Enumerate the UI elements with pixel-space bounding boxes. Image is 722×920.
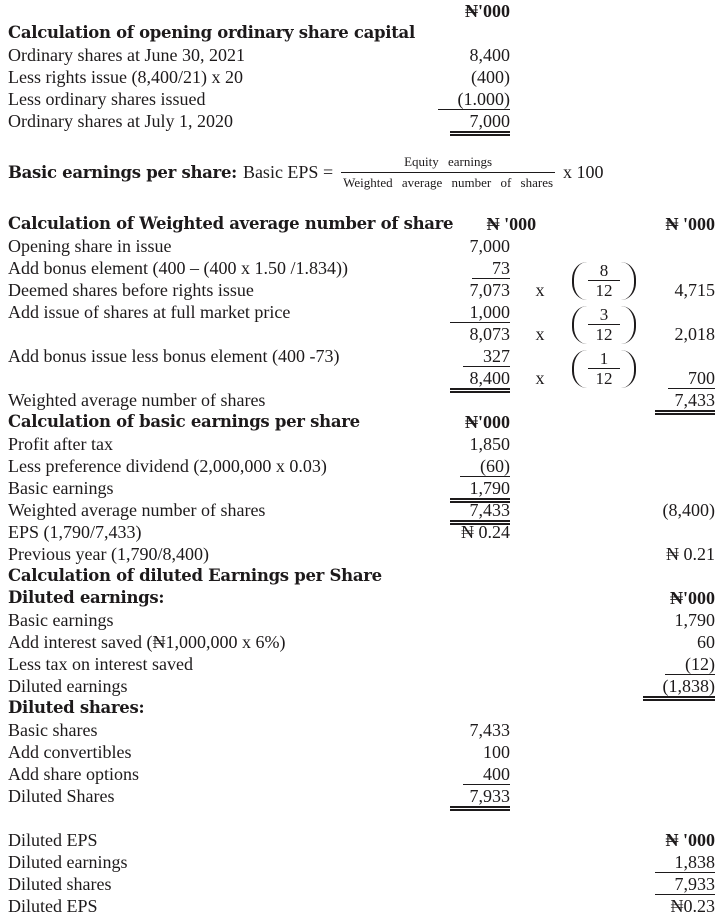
row-label: Diluted EPS [8, 896, 98, 916]
total-row [8, 389, 715, 411]
times-sign: x [535, 368, 545, 388]
row-label: Add share options [8, 764, 139, 784]
diluted-eps-calculation-section [8, 565, 715, 697]
table-row [8, 455, 715, 477]
table-row [8, 66, 715, 88]
row-label: Less preference dividend (2,000,000 x 0.03) [8, 456, 327, 476]
section-title-row [8, 411, 715, 433]
section-title-row [8, 829, 715, 851]
value-cell: 1,850 [469, 434, 510, 454]
row-label: Add interest saved (₦1,000,000 x 6%) [8, 632, 286, 652]
value-cell: (12) [634, 653, 715, 675]
fraction-bracket-8-12 [572, 262, 636, 300]
value-cell: 7,000 [415, 110, 510, 136]
value-cell: 1,838 [634, 851, 715, 873]
row-label: Weighted average number of shares [8, 500, 266, 520]
spacer-row [8, 807, 715, 829]
value-cell: (400) [471, 67, 510, 87]
value-cell: 7,933 [415, 785, 510, 811]
row-label: Ordinary shares at July 1, 2020 [8, 111, 233, 131]
section-title: Calculation of opening ordinary share capital [8, 23, 415, 42]
row-label: Add convertibles [8, 742, 132, 762]
value-cell: 700 [634, 367, 715, 389]
formula-numerator: Equity earnings [341, 154, 555, 173]
basic-eps-formula [8, 132, 715, 213]
table-row [8, 719, 715, 741]
value-cell: 8,073 [469, 324, 510, 344]
fraction-bracket-1-12 [572, 350, 636, 388]
row-label: Less ordinary shares issued [8, 89, 206, 109]
row-label: Profit after tax [8, 434, 113, 454]
value-cell: 7,433 [415, 499, 510, 525]
formula-multiplier: x 100 [563, 162, 604, 182]
total-row [8, 675, 715, 697]
row-label: Add issue of shares at full market price [8, 302, 291, 322]
unit-header: ₦'000 [465, 412, 510, 432]
table-row [8, 631, 715, 653]
table-row [8, 88, 715, 110]
unit-header: ₦ '000 [665, 214, 715, 234]
fraction-bracket-3-12 [572, 306, 636, 344]
total-row [8, 785, 715, 807]
row-label: Weighted average number of shares [8, 390, 266, 410]
value-cell: 73 [415, 257, 510, 279]
value-cell: ₦ 0.21 [666, 544, 715, 564]
formula-lead: Basic EPS = [242, 162, 334, 182]
section-title: Calculation of diluted Earnings per Share [8, 566, 382, 585]
unit-header: ₦ '000 [486, 214, 537, 234]
value-cell: 1,790 [674, 610, 715, 630]
value-cell: ₦0.23 [670, 896, 715, 916]
table-row [8, 653, 715, 675]
value-cell: 1,000 [415, 301, 510, 323]
value-cell: (1,838) [634, 675, 715, 701]
weighted-average-section [8, 213, 715, 411]
subsection-title-row [8, 697, 715, 719]
unit-header: ₦'000 [465, 1, 510, 21]
row-label: EPS (1,790/7,433) [8, 522, 142, 542]
value-cell: 7,000 [469, 236, 510, 256]
value-cell: ₦ 0.24 [461, 522, 510, 542]
table-row [8, 44, 715, 66]
table-row [8, 433, 715, 455]
opening-share-capital-section [8, 0, 715, 132]
subsection-title: Diluted earnings: [8, 588, 165, 607]
table-row [8, 543, 715, 565]
row-label: Deemed shares before rights issue [8, 280, 254, 300]
row-label: Opening share in issue [8, 236, 172, 256]
times-sign: x [535, 280, 545, 300]
value-cell: (8,400) [662, 500, 715, 520]
row-label: Add bonus issue less bonus element (400 -73) [8, 346, 340, 366]
value-cell: 7,433 [634, 389, 715, 415]
section-title-row [8, 565, 715, 587]
row-label: Basic earnings [8, 478, 114, 498]
section-title-row [8, 213, 715, 235]
total-row [8, 895, 715, 917]
value-cell: 4,715 [674, 280, 715, 300]
value-cell: 8,400 [469, 45, 510, 65]
value-cell: 100 [483, 742, 510, 762]
row-label: Diluted EPS [8, 830, 98, 850]
diluted-eps-summary-section [8, 829, 715, 917]
table-row [8, 851, 715, 873]
table-row [8, 521, 715, 543]
table-row [8, 741, 715, 763]
subsection-title: Diluted shares: [8, 698, 145, 717]
value-cell: 7,933 [634, 873, 715, 895]
value-cell: 327 [415, 345, 510, 367]
row-label: Less tax on interest saved [8, 654, 193, 674]
row-label: Ordinary shares at June 30, 2021 [8, 45, 245, 65]
value-cell: 2,018 [674, 324, 715, 344]
fraction-denominator: 12 [595, 325, 613, 344]
unit-header-row [8, 0, 715, 22]
fraction-denominator: 12 [595, 369, 613, 388]
value-cell: (60) [415, 455, 510, 477]
section-title: Calculation of Weighted average number of share [8, 214, 454, 233]
section-title-row [8, 22, 715, 44]
total-row [8, 110, 715, 132]
section-title: Calculation of basic earnings per share [8, 412, 360, 431]
value-cell: 1,790 [415, 477, 510, 503]
formula-heading: Basic earnings per share: [8, 163, 237, 182]
times-sign: x [535, 324, 545, 344]
table-row [8, 477, 715, 499]
formula-denominator: Weighted average number of shares [343, 175, 554, 190]
value-cell: (1.000) [415, 88, 510, 110]
row-label: Diluted shares [8, 874, 112, 894]
subsection-title-row [8, 587, 715, 609]
table-row [8, 499, 715, 521]
table-row [8, 873, 715, 895]
table-row [8, 609, 715, 631]
value-cell: 60 [697, 632, 715, 652]
table-row [8, 235, 715, 257]
row-label: Diluted earnings [8, 676, 128, 696]
unit-header: ₦ '000 [665, 830, 715, 850]
row-label: Diluted earnings [8, 852, 128, 872]
unit-header: ₦'000 [670, 588, 715, 608]
formula-fraction [341, 154, 555, 191]
row-label: Add bonus element (400 – (400 x 1.50 /1.834)) [8, 258, 348, 278]
table-row [8, 763, 715, 785]
value-cell: 400 [415, 763, 510, 785]
row-label: Basic earnings [8, 610, 114, 630]
row-label: Basic shares [8, 720, 98, 740]
basic-eps-section [8, 411, 715, 565]
value-cell: 7,073 [469, 280, 510, 300]
row-label: Diluted Shares [8, 786, 115, 806]
row-label: Previous year (1,790/8,400) [8, 544, 209, 564]
diluted-shares-section [8, 697, 715, 807]
value-cell: 8,400 [415, 367, 510, 393]
fraction-numerator: 3 [588, 306, 620, 325]
fraction-numerator: 1 [588, 350, 620, 369]
fraction-numerator: 8 [588, 262, 620, 281]
row-label: Less rights issue (8,400/21) x 20 [8, 67, 243, 87]
value-cell: 7,433 [469, 720, 510, 740]
fraction-denominator: 12 [595, 281, 613, 300]
